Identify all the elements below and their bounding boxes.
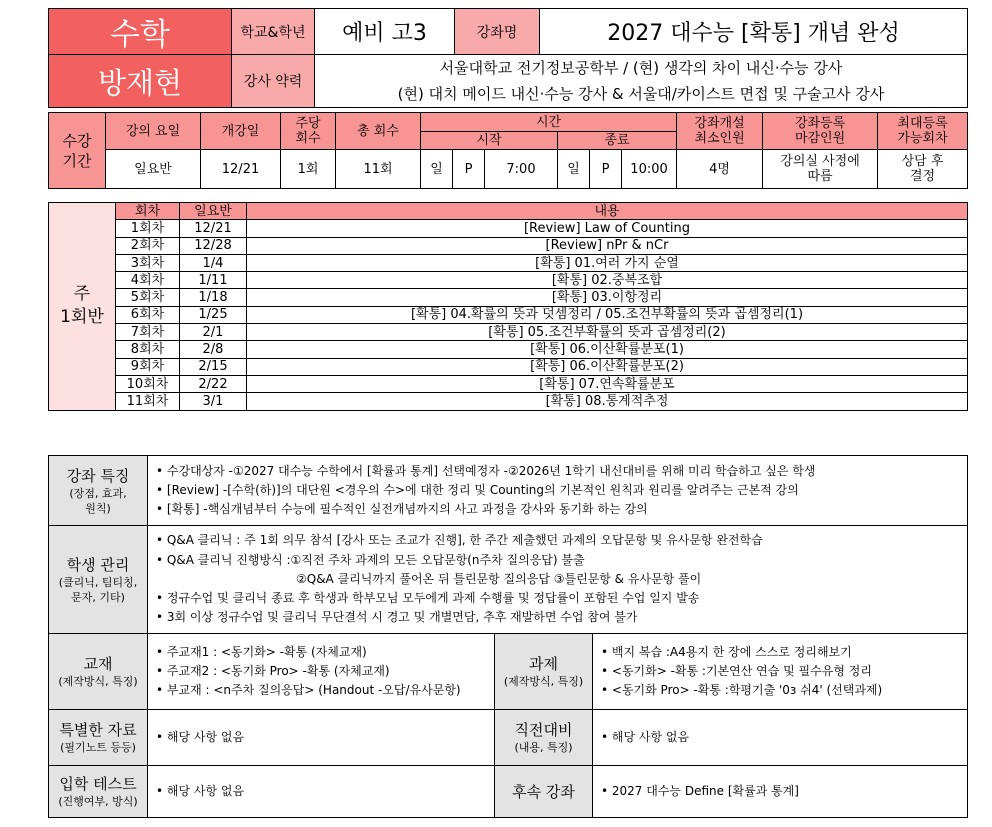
h-date: 일요반	[180, 203, 247, 220]
prep-label	[495, 710, 593, 766]
feature-title: 강좌 특징	[66, 466, 130, 485]
schedule-round: 3회차	[116, 254, 180, 271]
homework-line: • <동기화 Pro> -확통 :학평기출 '0з 쉬4' (선택과제)	[601, 683, 883, 698]
schedule-row	[49, 289, 968, 306]
homework-label	[495, 634, 593, 710]
homework-content	[593, 634, 968, 710]
h-time-end: 종료	[558, 132, 677, 150]
schedule-row	[49, 237, 968, 254]
prep-content: • 해당 사항 없음	[593, 710, 968, 766]
schedule-date: 2/22	[180, 375, 247, 392]
prep-title: 직전대비	[514, 721, 573, 739]
start-time: 7:00	[485, 150, 558, 189]
h-start: 개강일	[201, 113, 281, 150]
feature-label	[49, 456, 148, 526]
schedule-content: [확통] 06.이산확률분포(2)	[247, 358, 968, 375]
special-title: 특별한 자료	[59, 721, 137, 739]
day: 일요반	[106, 150, 201, 189]
schedule-content: [확통] 07.연속확률분포	[247, 375, 968, 392]
test-sub: (진행여부, 방식)	[58, 795, 138, 808]
header-table	[48, 8, 968, 108]
teacher-name: 방재현	[49, 55, 232, 108]
period-label	[49, 113, 106, 189]
schedule-round: 11회차	[116, 393, 180, 410]
schedule-date: 2/8	[180, 341, 247, 358]
schedule-row	[49, 272, 968, 289]
follow-content: • 2027 대수능 Define [확률과 통계]	[593, 766, 968, 818]
schedule-round: 4회차	[116, 272, 180, 289]
h-close: 강좌등록 마감인원	[763, 113, 878, 150]
schedule-row	[49, 220, 968, 237]
schedule-round: 8회차	[116, 341, 180, 358]
manage-sub: (클리닉, 팀티칭, 문자, 기타)	[58, 575, 138, 604]
schedule-content: [확통] 02.중복조합	[247, 272, 968, 289]
manage-content	[148, 526, 968, 634]
schedule-content: [확통] 05.조건부확률의 뜻과 곱셈정리(2)	[247, 324, 968, 341]
book-line: • 부교재 : <n주차 질의응답> (Handout -오답/유사문항)	[156, 683, 461, 698]
schedule-date: 1/4	[180, 254, 247, 271]
homework-title: 과제	[529, 655, 558, 673]
h-max: 최대등록 가능회차	[878, 113, 968, 150]
subject: 수학	[49, 9, 232, 55]
special-label	[49, 710, 148, 766]
schedule-content: [Review] nPr & nCr	[247, 237, 968, 254]
schedule-row	[49, 341, 968, 358]
book-content	[148, 634, 495, 710]
min-count: 4명	[677, 150, 763, 189]
course-label: 강좌명	[455, 9, 540, 55]
info-table	[48, 455, 968, 818]
bio-line-1: 서울대학교 전기정보공학부 / (현) 생각의 차이 내신·수능 강사	[439, 59, 843, 77]
manage-title: 학생 관리	[66, 555, 130, 574]
max-count: 상담 후 결정	[878, 150, 968, 189]
schedule-round: 1회차	[116, 220, 180, 237]
schedule-round: 5회차	[116, 289, 180, 306]
weekly: 1회	[281, 150, 336, 189]
manage-line: • 정규수업 및 클리닉 종료 후 학생과 학부모님 모두에게 과제 수행률 및 정답률이 포함된 수업 일지 발송	[156, 591, 700, 606]
schedule-row	[49, 254, 968, 271]
schedule-row	[49, 324, 968, 341]
h-total: 총 회수	[336, 113, 421, 150]
manage-line: • 3회 이상 정규수업 및 클리닉 무단결석 시 경고 및 개별면담, 추후 재발하면 수업 참여 불가	[156, 610, 638, 625]
manage-label	[49, 526, 148, 634]
schedule-date: 1/18	[180, 289, 247, 306]
schedule-label: 주 1회반	[49, 203, 116, 411]
book-label	[49, 634, 148, 710]
manage-line: • Q&A 클리닉 : 주 1회 의무 참석 [강사 또는 조교가 진행], 한 주간 제출했던 과제의 오답문항 및 유사문항 완전학습	[156, 533, 763, 548]
schedule-round: 2회차	[116, 237, 180, 254]
test-title: 입학 테스트	[59, 775, 137, 793]
follow-label: 후속 강좌	[495, 766, 593, 818]
prep-sub: (내용, 특징)	[514, 741, 573, 754]
test-content: • 해당 사항 없음	[148, 766, 495, 818]
teacher-bio	[315, 55, 968, 108]
end-day: 일	[558, 150, 590, 189]
schedule-date: 12/21	[180, 220, 247, 237]
test-label	[49, 766, 148, 818]
h-time-start: 시작	[421, 132, 558, 150]
schedule-date: 3/1	[180, 393, 247, 410]
homework-line: • <동기화> -확통 :기본연산 연습 및 필수유형 정리	[601, 663, 872, 678]
schedule-row	[49, 375, 968, 392]
schedule-round: 7회차	[116, 324, 180, 341]
homework-line: • 백지 복습 :A4용지 한 장에 스스로 정리해보기	[601, 644, 852, 659]
total: 11회	[336, 150, 421, 189]
feature-content	[148, 456, 968, 526]
schedule-date: 2/1	[180, 324, 247, 341]
schedule-date: 1/25	[180, 306, 247, 323]
schedule-round: 6회차	[116, 306, 180, 323]
close-count: 강의실 사정에 따름	[763, 150, 878, 189]
schedule-date: 12/28	[180, 237, 247, 254]
end-ampm: P	[590, 150, 622, 189]
special-content: • 해당 사항 없음	[148, 710, 495, 766]
book-line: • 주교재2 : <동기화 Pro> -확통 (자체교재)	[156, 663, 390, 678]
grade-label: 학교&학년	[232, 9, 315, 55]
schedule-row	[49, 393, 968, 410]
h-round: 회차	[116, 203, 180, 220]
h-content: 내용	[247, 203, 968, 220]
manage-line: • Q&A 클리닉 진행방식 :①직전 주차 과제의 모든 오답문항(n주차 질의응답) 불출	[156, 552, 585, 567]
h-day: 강의 요일	[106, 113, 201, 150]
bio-line-2: (현) 대치 메이드 내신·수능 강사 & 서울대/카이스트 면접 및 구술고사 강사	[397, 85, 885, 103]
schedule-row	[49, 358, 968, 375]
schedule-round: 9회차	[116, 358, 180, 375]
bio-label: 강사 약력	[232, 55, 315, 108]
grade-value: 예비 고3	[315, 9, 455, 55]
h-weekly: 주당 회수	[281, 113, 336, 150]
schedule-content: [확통] 08.통계적추정	[247, 393, 968, 410]
feature-sub: (장점, 효과, 원칙)	[69, 486, 127, 515]
schedule-content: [확통] 01.여러 가지 순열	[247, 254, 968, 271]
schedule-table	[48, 202, 968, 411]
start-ampm: P	[453, 150, 485, 189]
homework-sub: (제작방식, 특징)	[503, 675, 584, 688]
h-time: 시간	[421, 113, 677, 132]
schedule-content: [확통] 03.이항정리	[247, 289, 968, 306]
schedule-date: 1/11	[180, 272, 247, 289]
end-time: 10:00	[622, 150, 677, 189]
course-title: 2027 대수능 [확통] 개념 완성	[540, 9, 968, 55]
feature-line: • [확통] -핵심개념부터 수능에 필수적인 실전개념까지의 사고 과정을 강사와 동기화 하는 강의	[156, 502, 648, 517]
book-title: 교재	[83, 655, 113, 673]
h-min: 강좌개설 최소인원	[677, 113, 763, 150]
special-sub: (필기노트 등등)	[60, 741, 136, 754]
feature-line: • 수강대상자 -①2027 대수능 수학에서 [확률과 통계] 선택예정자 -②2026년 1학기 내신대비를 위해 미리 학습하고 싶은 학생	[156, 463, 816, 478]
schedule-round: 10회차	[116, 375, 180, 392]
feature-line: • [Review] -[수학(하)]의 대단원 <경우의 수>에 대한 정리 및 Counting의 기본적인 원칙과 원리를 알려주는 근본적 강의	[156, 482, 799, 497]
start-day: 일	[421, 150, 453, 189]
period-label-text: 수강 기간	[62, 131, 92, 170]
schedule-content: [확통] 04.확률의 뜻과 덧셈정리 / 05.조건부확률의 뜻과 곱셈정리(1)	[247, 306, 968, 323]
schedule-content: [확통] 06.이산확률분포(1)	[247, 341, 968, 358]
book-sub: (제작방식, 특징)	[58, 675, 138, 688]
schedule-content: [Review] Law of Counting	[247, 220, 968, 237]
manage-line: ②Q&A 클리닉까지 풀어온 뒤 틀린문항 질의응답 ③틀린문항 & 유사문항 풀이	[296, 571, 702, 586]
schedule-date: 2/15	[180, 358, 247, 375]
book-line: • 주교재1 : <동기화> -확통 (자체교재)	[156, 644, 367, 659]
period-table	[48, 112, 968, 189]
start-date: 12/21	[201, 150, 281, 189]
schedule-row	[49, 306, 968, 323]
